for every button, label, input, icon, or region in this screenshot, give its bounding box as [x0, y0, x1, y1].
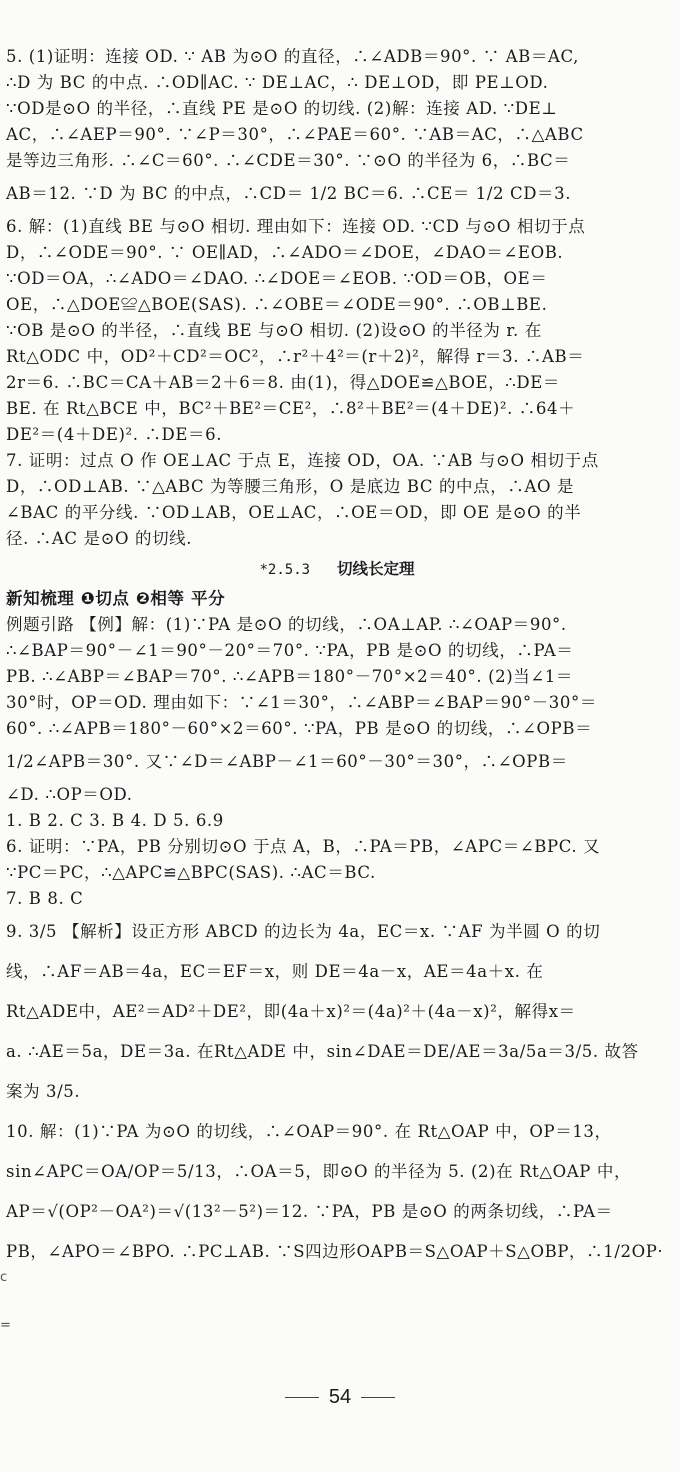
text-line: sin∠APC＝OA/OP＝5/13，∴OA＝5，即⊙O 的半径为 5. (2)在 Rt△OAP 中， [6, 1162, 632, 1181]
section-heading [6, 554, 668, 584]
text-line: 9. 3/5 【解析】设正方形 ABCD 的边长为 4a，EC＝x. ∵AF 为半圆 O 的切 [6, 922, 601, 941]
text-line: AB＝12. ∵D 为 BC 的中点，∴CD＝ 1/2 BC＝6. ∴CE＝ 1/2 CD＝3. [6, 184, 572, 203]
text-line: 10. 解：(1)∵PA 为⊙O 的切线，∴∠OAP＝90°. 在 Rt△OAP 中，OP＝13， [6, 1122, 612, 1141]
text-line: D，∴∠ODE＝90°. ∵ OE∥AD，∴∠ADO＝∠DOE，∠DAO＝∠EOB. [6, 243, 564, 262]
text-line: 径. ∴AC 是⊙O 的切线. [6, 529, 193, 548]
text-line: 7. 证明：过点 O 作 OE⊥AC 于点 E，连接 OD，OA. ∵AB 与⊙O 相切于点 [6, 451, 599, 470]
footer-dash-right [361, 1397, 395, 1398]
answer-page [6, 44, 668, 1272]
text-line: 是等边三角形. ∴∠C＝60°. ∴∠CDE＝30°. ∵⊙O 的半径为 6，∴BC＝ [6, 151, 571, 170]
text-line: ∵PC＝PC，∴△APC≌△BPC(SAS). ∴AC＝BC. [6, 863, 376, 882]
text-line: PB，∠APO＝∠BPO. ∴PC⊥AB. ∵S四边形OAPB＝S△OAP＋S△OBP，∴1/2OP· [6, 1242, 664, 1261]
text-line: 7. B 8. C [6, 889, 84, 908]
text-line: ∵OB 是⊙O 的半径，∴直线 BE 与⊙O 相切. (2)设⊙O 的半径为 r. 在 [6, 321, 542, 340]
text-line: AC，∴∠AEP＝90°. ∵∠P＝30°，∴∠PAE＝60°. ∵AB＝AC，∴△ABC [6, 125, 584, 144]
text-line: D，∴OD⊥AB. ∵△ABC 为等腰三角形，O 是底边 BC 的中点，∴AO 是 [6, 477, 575, 496]
text-line: 6. 解：(1)直线 BE 与⊙O 相切. 理由如下：连接 OD. ∵CD 与⊙O 相切于点 [6, 217, 586, 236]
text-line: ∵OD是⊙O 的半径，∴直线 PE 是⊙O 的切线. (2)解：连接 AD. ∵DE⊥ [6, 99, 558, 118]
text-line: ∴D 为 BC 的中点. ∴OD∥AC. ∵ DE⊥AC，∴ DE⊥OD，即 PE⊥OD. [6, 73, 549, 92]
text-line: ∠BAC 的平分线. ∵OD⊥AB，OE⊥AC，∴OE＝OD，即 OE 是⊙O 的半 [6, 503, 582, 522]
footer-dash-left [285, 1397, 319, 1398]
text-line: Rt△ODC 中，OD²＋CD²＝OC²，∴r²＋4²＝(r＋2)²，解得 r＝3. ∴AB＝ [6, 347, 585, 366]
text-line: 例题引路 【例】解：(1)∵PA 是⊙O 的切线，∴OA⊥AP. ∴∠OAP＝90°. [6, 615, 567, 634]
page-number: 54 [328, 1386, 352, 1408]
text-line: 30°时，OP＝OD. 理由如下：∵∠1＝30°，∴∠ABP＝∠BAP＝90°－30°＝ [6, 693, 597, 712]
text-line: 1. B 2. C 3. B 4. D 5. 6.9 [6, 811, 224, 830]
text-line: 新知梳理 ❶切点 ❷相等 平分 [6, 589, 226, 608]
text-line: 2r＝6. ∴BC＝CA＋AB＝2＋6＝8. 由(1)，得△DOE≌△BOE，∴DE＝ [6, 373, 560, 392]
answers-part-1 [6, 44, 668, 552]
answers-part-2 [6, 586, 668, 1272]
text-line: 案为 3/5. [6, 1082, 81, 1101]
text-line: AP＝√(OP²－OA²)＝√(13²－5²)＝12. ∵PA，PB 是⊙O 的两条切线，∴PA＝ [6, 1202, 613, 1221]
text-line: 5. (1)证明：连接 OD. ∵ AB 为⊙O 的直径，∴∠ADB＝90°. ∵ AB＝AC, [6, 47, 580, 66]
text-line: Rt△ADE中，AE²＝AD²＋DE²，即(4a＋x)²＝(4a)²＋(4a－x)²，解得x＝ [6, 1002, 576, 1021]
text-line: ∵OD＝OA，∴∠ADO＝∠DAO. ∴∠DOE＝∠EOB. ∵OD＝OB，OE＝ [6, 269, 548, 288]
page-footer [0, 1386, 680, 1409]
text-line: 6. 证明：∵PA，PB 分别切⊙O 于点 A，B，∴PA＝PB，∠APC＝∠BPC. 又 [6, 837, 601, 856]
text-line: 60°. ∴∠APB＝180°－60°×2＝60°. ∵PA，PB 是⊙O 的切线，∴∠OPB＝ [6, 719, 593, 738]
margin-mark: c [0, 1270, 8, 1285]
text-line: OE，∴△DOE≌△BOE(SAS). ∴∠OBE＝∠ODE＝90°. ∴OB⊥BE. [6, 295, 548, 314]
text-line: BE. 在 Rt△BCE 中，BC²＋BE²＝CE²，∴8²＋BE²＝(4＋DE)². ∴64＋ [6, 399, 576, 418]
section-title: 切线长定理 [337, 560, 415, 578]
section-number: *2.5.3 [259, 562, 311, 578]
text-line: PB. ∴∠ABP＝∠BAP＝70°. ∴∠APB＝180°－70°×2＝40°. (2)当∠1＝ [6, 667, 573, 686]
text-line: ∠D. ∴OP＝OD. [6, 785, 133, 804]
text-line: 线，∴AF＝AB＝4a，EC＝EF＝x，则 DE＝4a－x，AE＝4a＋x. 在 [6, 962, 544, 981]
text-line: a. ∴AE＝5a，DE＝3a. 在Rt△ADE 中，sin∠DAE＝DE/AE＝3a/5a＝3/5. 故答 [6, 1042, 639, 1061]
margin-mark: = [0, 1318, 11, 1333]
text-line: ∴∠BAP＝90°－∠1＝90°－20°＝70°. ∵PA，PB 是⊙O 的切线，∴PA＝ [6, 641, 574, 660]
text-line: DE²＝(4＋DE)². ∴DE＝6. [6, 425, 223, 444]
text-line: 1/2∠APB＝30°. 又∵∠D＝∠ABP－∠1＝60°－30°＝30°，∴∠OPB＝ [6, 752, 568, 771]
